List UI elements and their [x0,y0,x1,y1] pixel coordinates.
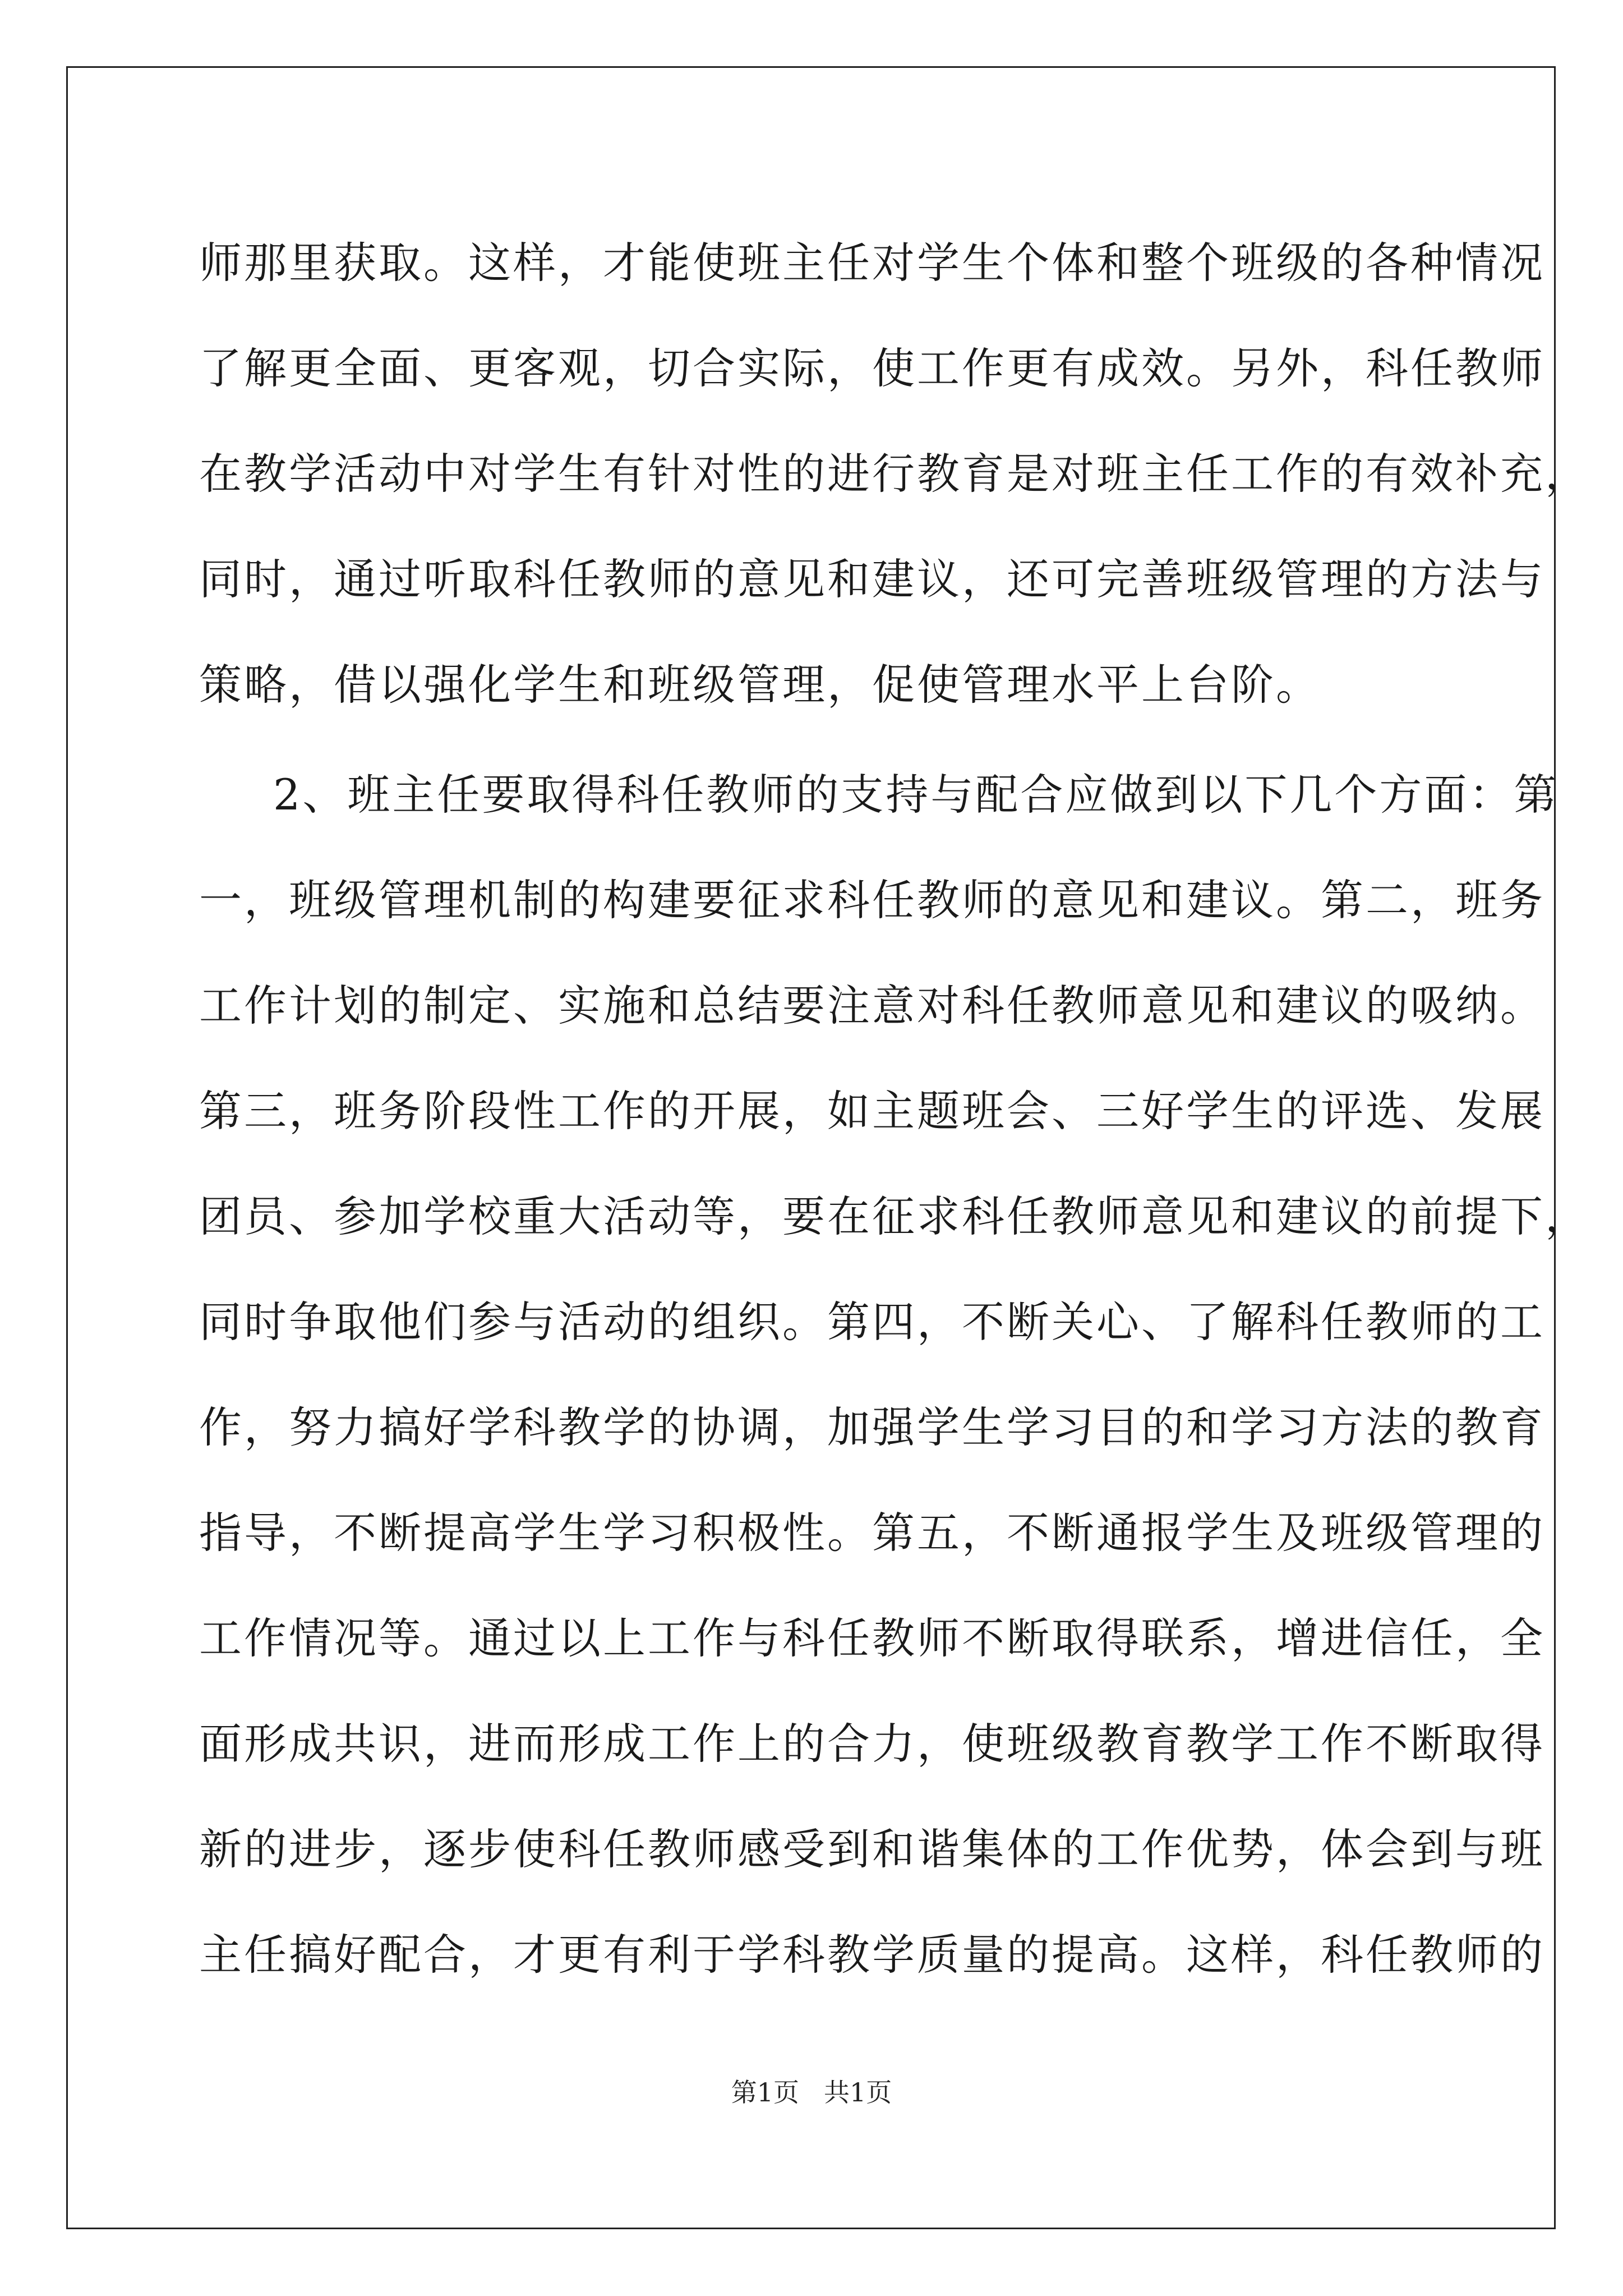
text-line: 工作情况等。通过以上工作与科任教师不断取得联系，增进信任，全 [199,1613,1545,1663]
text-line: 指导，不断提高学生学习积极性。第五，不断通报学生及班级管理的 [199,1508,1545,1558]
text-line: 了解更全面、更客观，切合实际，使工作更有成效。另外，科任教师 [199,343,1545,393]
text-line: 师那里获取。这样，才能使班主任对学生个体和整个班级的各种情况 [199,238,1545,288]
text-line: 主任搞好配合，才更有利于学科教学质量的提高。这样，科任教师的 [199,1930,1545,1980]
document-body [199,210,1590,2008]
paragraph-1 [199,210,1590,738]
text-line: 工作计划的制定、实施和总结要注意对科任教师意见和建议的吸纳。 [199,981,1545,1030]
text-line: 第三，班务阶段性工作的开展，如主题班会、三好学生的评选、发展 [199,1086,1545,1136]
text-line: 同时，通过听取科任教师的意见和建议，还可完善班级管理的方法与 [199,554,1545,604]
text-line: 团员、参加学校重大活动等，要在征求科任教师意见和建议的前提下， [199,1191,1590,1241]
text-line: 同时争取他们参与活动的组织。第四，不断关心、了解科任教师的工 [199,1297,1545,1347]
paragraph-gap [199,738,1427,742]
text-line: 一，班级管理机制的构建要征求科任教师的意见和建议。第二，班务 [199,875,1545,925]
page-total: 共1页 [823,2077,892,2108]
text-line: 作，努力搞好学科教学的协调，加强学生学习目的和学习方法的教育 [199,1402,1545,1452]
text-line: 在教学活动中对学生有针对性的进行教育是对班主任工作的有效补充， [199,449,1590,499]
text-line: 策略，借以强化学生和班级管理，促使管理水平上台阶。 [199,660,1321,710]
page-footer [0,2076,1623,2109]
paragraph-2 [199,742,1590,2008]
text-line: 2、班主任要取得科任教师的支持与配合应做到以下几个方面：第 [273,770,1559,820]
text-line: 面形成共识，进而形成工作上的合力，使班级教育教学工作不断取得 [199,1719,1545,1769]
page-number: 第1页 [731,2077,800,2108]
text-line: 新的进步，逐步使科任教师感受到和谐集体的工作优势，体会到与班 [199,1824,1545,1874]
